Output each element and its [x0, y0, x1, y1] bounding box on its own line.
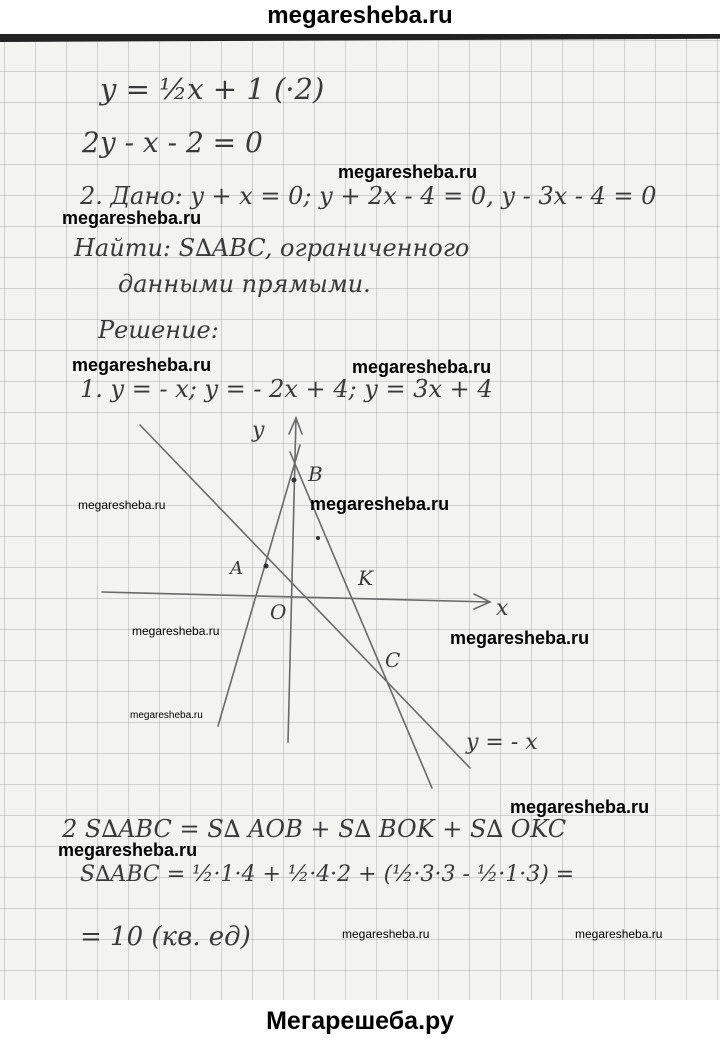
find-line-1: Найти: S∆ABC, ограниченного: [74, 234, 470, 262]
point-k-label: K: [358, 566, 373, 590]
solution-title: Решение:: [98, 316, 219, 344]
watermark: megaresheba.ru: [450, 628, 590, 648]
point-c-label: C: [385, 648, 401, 672]
line-y-equals-3x-plus-4: [218, 445, 300, 726]
step-2-area-sum: 2 S∆ABC = S∆ AOB + S∆ BOK + S∆ OKC: [62, 815, 567, 843]
watermark: megaresheba.ru: [310, 494, 450, 514]
watermark: megaresheba.ru: [62, 208, 202, 228]
site-header: megaresheba.ru: [267, 2, 453, 29]
point-mid-dot: [316, 536, 320, 540]
watermark: megaresheba.ru: [132, 624, 220, 638]
point-a-label: A: [230, 558, 243, 579]
x-axis-label: x: [496, 596, 509, 621]
origin-label: O: [270, 600, 287, 624]
point-a-dot: [264, 564, 269, 569]
watermark: megaresheba.ru: [352, 357, 492, 377]
point-b-label: B: [308, 462, 323, 486]
watermark: megaresheba.ru: [58, 840, 198, 860]
equation-line-2: 2y - x - 2 = 0: [82, 126, 263, 159]
line-label: y = - x: [466, 730, 538, 755]
step-4-result: = 10 (кв. ед): [80, 922, 251, 952]
watermark: megaresheba.ru: [575, 927, 663, 941]
watermark: megaresheba.ru: [338, 162, 478, 182]
watermark: megaresheba.ru: [72, 355, 212, 375]
step-1-equations: 1. y = - x; y = - 2x + 4; y = 3x + 4: [80, 375, 493, 403]
step-3-area-calc: S∆ABC = ½·1·4 + ½·4·2 + (½·3·3 - ½·1·3) =: [80, 862, 575, 887]
given-line: 2. Дано: y + x = 0; y + 2x - 4 = 0, y - 3x - 4 = 0: [80, 182, 657, 210]
watermark: megaresheba.ru: [78, 498, 166, 512]
y-axis-label: y: [252, 418, 265, 443]
watermark: megaresheba.ru: [510, 797, 650, 817]
watermark: megaresheba.ru: [342, 927, 430, 941]
site-footer: Мегарешеба.ру: [266, 1007, 454, 1035]
find-line-2: данными прямыми.: [118, 270, 371, 298]
watermark: megaresheba.ru: [130, 710, 203, 721]
equation-line-1: y = ½x + 1 (·2): [100, 72, 325, 106]
x-axis: [102, 592, 490, 602]
point-b-dot: [292, 478, 297, 483]
